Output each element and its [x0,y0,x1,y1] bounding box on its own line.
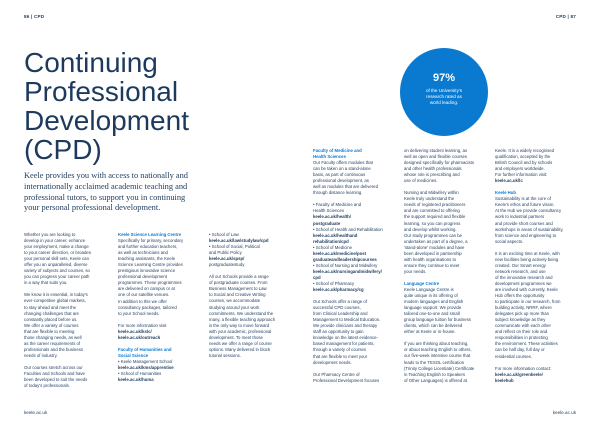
intro-paragraph [24,171,296,214]
text-line: Health Sciences [313,154,346,160]
title-line: Development [24,105,189,136]
text-line: keele.ac.uk/outreach [118,334,161,340]
text-line: For more information visit [118,322,167,328]
text-line: clients, which can be delivered [404,323,463,329]
text-line: your employment, make a change [24,244,89,250]
text-line: Business Management to Law [209,286,267,292]
text-line: variety of subjects and courses, so [24,268,90,274]
paragraph [404,287,488,384]
text-line: keele.ac.uk/medicine/post [313,250,367,256]
school-list [209,232,293,268]
text-line: Language Centre [404,280,440,286]
text-line: development needs. [313,359,352,365]
text-line: Our Faculty offers modules that [313,160,373,166]
text-line: Keele truly understand the [404,196,455,202]
text-line: responsibilities in protecting [495,335,548,341]
text-line: keele.ac.uk/spsp/ [209,256,245,262]
text-line: with your academic, professional [209,328,272,334]
title-line: Continuing [24,47,158,78]
research-stat-percent: 97% [432,72,456,84]
title-line: (CPD) [24,134,102,165]
text-line: • School of Social, Political [209,244,260,250]
text-line: can be half day, full day or [495,347,545,353]
text-line: that are flexible to meeting [24,328,75,334]
text-line: through a variety of courses [313,347,367,353]
text-line: keele.ac.uk/law/studylaw/cpd [209,238,269,244]
text-line: keele.ac.uk/kslc/ [118,328,152,334]
text-line: your needs. [404,268,427,274]
text-line: in a way that suits you. [24,280,68,286]
text-line: been developed to suit the needs [24,377,88,383]
text-line: keele.ac.uk/pharmacy/cg [313,287,364,293]
text-line: studying around your work [209,304,260,310]
text-line: prestigious innovative science [118,268,176,274]
text-line: new facilities being actively being [495,256,559,262]
text-line: modern languages and English [404,299,464,305]
text-line: can be taken on a stand-alone [313,166,371,172]
text-line: consultancy packages, tailored [118,304,177,310]
text-line: If you are thinking about teaching, [404,341,469,347]
text-line: and are committed to offering [404,208,460,214]
text-line: ever-competitive global markets, [24,298,86,304]
text-line: as the career requirements of [24,340,81,346]
text-line: with health organisations to [404,256,457,262]
text-line: building activity, NRRF, where [495,305,552,311]
text-line: leads to the TESOL certification [404,359,465,365]
text-line: or about teaching English to others, [404,347,472,353]
text-line: you can progress your career path [24,274,90,280]
intro-line: your personal professional development. [24,203,161,213]
text-line: created. Our Smart energy [495,262,546,268]
text-line: commitments. We understand the [209,310,274,316]
research-stat-badge [400,48,488,136]
text-line: social aspects. [495,238,524,244]
text-line: We provide clinicians and therapy [313,323,378,329]
text-line: of postgraduate courses. From [209,280,268,286]
text-line: from Clinical Leadership and [313,311,368,317]
text-line: options. Many delivered in block [209,346,271,352]
page-header-right: CPD | 87 [555,14,576,19]
text-line: • Keele Management School [118,358,173,364]
text-line: Management to Medical Education. [313,317,381,323]
link-text [495,372,579,384]
paragraph [404,148,488,275]
text-line: are involved with currently, Keele [495,286,558,292]
text-line: as well as technicians and [118,250,168,256]
text-line: and develop whilst working. [404,226,457,232]
link-text [313,269,397,281]
text-line: of the innovative research and [495,274,553,280]
text-line: that are flexible to meet your [313,353,368,359]
page-footer-right: keele.ac.uk [552,410,576,415]
text-line: Faculty of Medicine and [313,148,362,153]
text-line: language support. We provide [404,305,462,311]
text-line: and Public Policy [209,250,242,256]
text-line: of Other Languages) is offered at [404,377,467,383]
text-line: • School of Medicine [313,244,353,250]
text-line: whose role is prescribing and [404,172,460,178]
text-line: Keele Language Centre is [404,286,454,292]
text-line: keelehub [495,377,514,383]
link-text [313,214,397,226]
text-line: offer you an unparalleled, diverse [24,262,88,268]
link-text [313,251,397,263]
text-line: professionals and the business [24,346,84,352]
text-line: • School of Health and Rehabilitation [313,226,383,232]
text-line: Social Science [118,352,149,358]
text-line: to stay ahead and meet the [24,304,77,310]
page-header-left: 86 | CPD [24,14,45,19]
text-line: professional development, as [313,178,369,184]
column-nursing-language [404,148,488,384]
text-line: keele.ac.uk/huma [118,377,154,383]
text-line: Our study programmes can be [404,232,463,238]
paragraph [209,274,293,359]
text-line: and employers worldwide. [495,166,545,172]
text-line: well as modules that are delivered [313,184,378,190]
text-line: network research, and use [495,268,546,274]
text-line: Specifically for primary, secondary [118,238,184,244]
text-line: communicate with each other [495,323,551,329]
text-line: learning, so you can progress [404,220,461,226]
text-line: changing challenges that are [24,310,79,316]
text-line: Our Pharmacy Centre of [313,371,360,377]
text-line: Our courses stretch across our [24,364,83,370]
text-line: are delivered on campus or at [118,286,175,292]
stat-line: of the University's [425,88,463,93]
text-line: keele.ac.uk/healthand [313,232,358,238]
text-line: and reflect on their role and [495,329,548,335]
text-line: All our Schools provide a range [209,274,269,280]
text-line: develop in your career, enhance [24,238,86,244]
text-line: Keele Science Learning Centre [118,232,182,237]
text-line: use of medicines. [404,178,438,184]
text-line: to your School needs. [118,310,160,316]
text-line: subject knowledge as they [495,317,546,323]
link-text [313,233,397,245]
text-line: For more information contact: [495,365,552,371]
text-line: the support required and flexible [404,214,466,220]
text-line: either at Keele or in-house. [404,329,456,335]
text-line: tutorial sessions. [209,352,242,358]
section-heading [118,347,202,359]
text-line: postgraduatestudy [209,262,245,268]
text-line: and provide short courses and [495,220,553,226]
text-line: • School of Pharmacy [313,280,355,286]
text-line: Faculty of Humanities and [118,346,172,352]
text-line: in Teaching English to Speakers [404,371,466,377]
text-line: through distance learning. [313,190,363,196]
stat-line: research rated as [426,94,462,99]
text-line: Professional Development focuses [313,377,380,383]
page-footer-left: keele.ac.uk [24,410,48,415]
stat-line: world leading. [429,100,459,105]
paragraph [495,196,579,371]
text-line: Faculties and Schools and have [24,370,85,376]
text-line: qualification, accepted by the [495,154,551,160]
text-line: • School of Nursing and Midwifery [313,262,378,268]
text-line: professional development [118,274,167,280]
text-line: British Council and by schools [495,160,553,166]
text-line: Health Sciences [313,208,345,214]
text-line: successful CPD courses, [313,305,361,311]
research-stat-text [412,88,476,106]
page-title [24,48,189,164]
text-line: keele.ac.uk/greenkeele/ [495,371,543,377]
text-line: Keele Hub [495,190,517,196]
column-intro-text [24,232,108,389]
text-line: For further information visit: [495,172,548,178]
text-line: those changing needs, as well [24,334,82,340]
intro-line: internationally acclaimed academic teaching and [24,181,188,191]
text-line: well as open and flexible courses [404,154,468,160]
paragraph [118,238,202,317]
column-hub [495,148,579,384]
text-line: from science and engineering to [495,232,557,238]
column-science-humanities [118,232,202,383]
text-line: quite unique in its offering of [404,293,458,299]
text-line: Sustainability is at the core of [495,196,551,202]
text-line: • School of Humanities [118,370,162,376]
text-line: work to industrial partners [495,214,545,220]
link-list [118,329,202,341]
text-line: to your career direction, or broaden [24,250,92,256]
text-line: based management for patients, [313,341,375,347]
text-line: designed specifically for pharmacists [404,160,474,166]
text-line: on delivering student learning, as [404,148,468,153]
text-line: teaching assistants, the Keele [118,256,176,262]
text-line: keele.ac.uk/lc [495,178,523,184]
text-line: to Social and Creative Writing [209,292,266,298]
text-line: rehabilitation/cpd [313,238,349,244]
column-medicine [313,148,397,384]
text-line: development programmes we [495,280,552,286]
text-line: one of our satellite venues. [118,292,170,298]
text-line: to participate in our research, from [495,299,561,305]
text-line: We know it is essential, in today's [24,292,88,298]
paragraph [313,299,397,384]
text-line: 'stand-alone' modules and have [404,244,465,250]
text-line: We offer a variety of courses [24,322,79,328]
text-line: Nursing and Midwifery within [404,190,459,196]
text-line: postgraduate [313,220,341,226]
text-line: keele.ac.uk/health/ [313,214,351,220]
text-line: development. To meet those [209,334,263,340]
text-line: It is an exciting time at Keele, with [495,250,560,256]
text-line: needs of registered practitioners [404,202,466,208]
text-line: and other health professionals [404,166,462,172]
list-item [313,202,397,214]
text-line: • School of Law [209,232,239,237]
section-heading [313,148,397,160]
text-line: Keele's ethos and future vision. [495,202,555,208]
text-line: Science Learning Centre provides [118,262,183,268]
text-line: At the Hub we provide consultancy [495,208,562,214]
text-line: knowledge on the latest evidence- [313,335,378,341]
text-line: In addition to this we offer [118,298,167,304]
school-list [118,359,202,383]
text-line: • Faculty of Medicine and [313,202,362,208]
text-line: the environment. These activities [495,341,558,347]
text-line: undertaken as part of a degree, a [404,238,468,244]
text-line: Keele. It is a widely recognised [495,148,554,153]
text-line: Hub offers the opportunity [495,293,545,299]
text-line: basis, as part of continuous [313,172,366,178]
paragraph [313,160,397,196]
column-schools [209,232,293,359]
text-line: programmes. These programmes [118,280,182,286]
text-line: keele.ac.uk/kms/apprentise [118,364,174,370]
text-line: keele.ac.uk/nursingandmidwifery/ [313,268,382,274]
text-line: of today's professionals. [24,383,70,389]
intro-line: Keele provides you with access to nationally and [24,171,188,180]
text-line: been developed in partnership [404,250,462,256]
text-line: residential courses. [495,353,533,359]
text-line: your personal skill sets, Keele can [24,256,89,262]
text-line: many, a flexible teaching approach [209,316,276,322]
text-line: cpd [313,274,321,280]
text-line: needs of industry. [24,352,58,358]
text-line: ensure they continue to meet [404,262,460,268]
text-line: staff an opportunity to gain [313,329,364,335]
text-line: courses, we accommodate [209,298,261,304]
text-line: tailored one-to-one and small [404,311,460,317]
text-line: and further education teachers, [118,244,178,250]
text-line: constantly placed before us. [24,316,78,322]
text-line: our five-week intensive course that [404,353,471,359]
text-line: group language tuition for business [404,317,471,323]
text-line: is the only way to move forward [209,322,270,328]
text-line: Whether you are looking to [24,232,76,237]
paragraph [495,148,579,178]
intro-line: professional tutors, to support you in continuing [24,192,186,202]
text-line: needs we offer a range of course [209,340,272,346]
text-line: graduateandleadershipcourses [313,256,377,262]
title-line: Professional [24,76,179,107]
text-line: (Trinity College Licentiate) Certificate [404,365,475,371]
text-line: Our Schools offer a range of [313,299,367,305]
text-line: delegates pick up more than [495,311,549,317]
text-line: workshops in areas of sustainability, [495,226,564,232]
